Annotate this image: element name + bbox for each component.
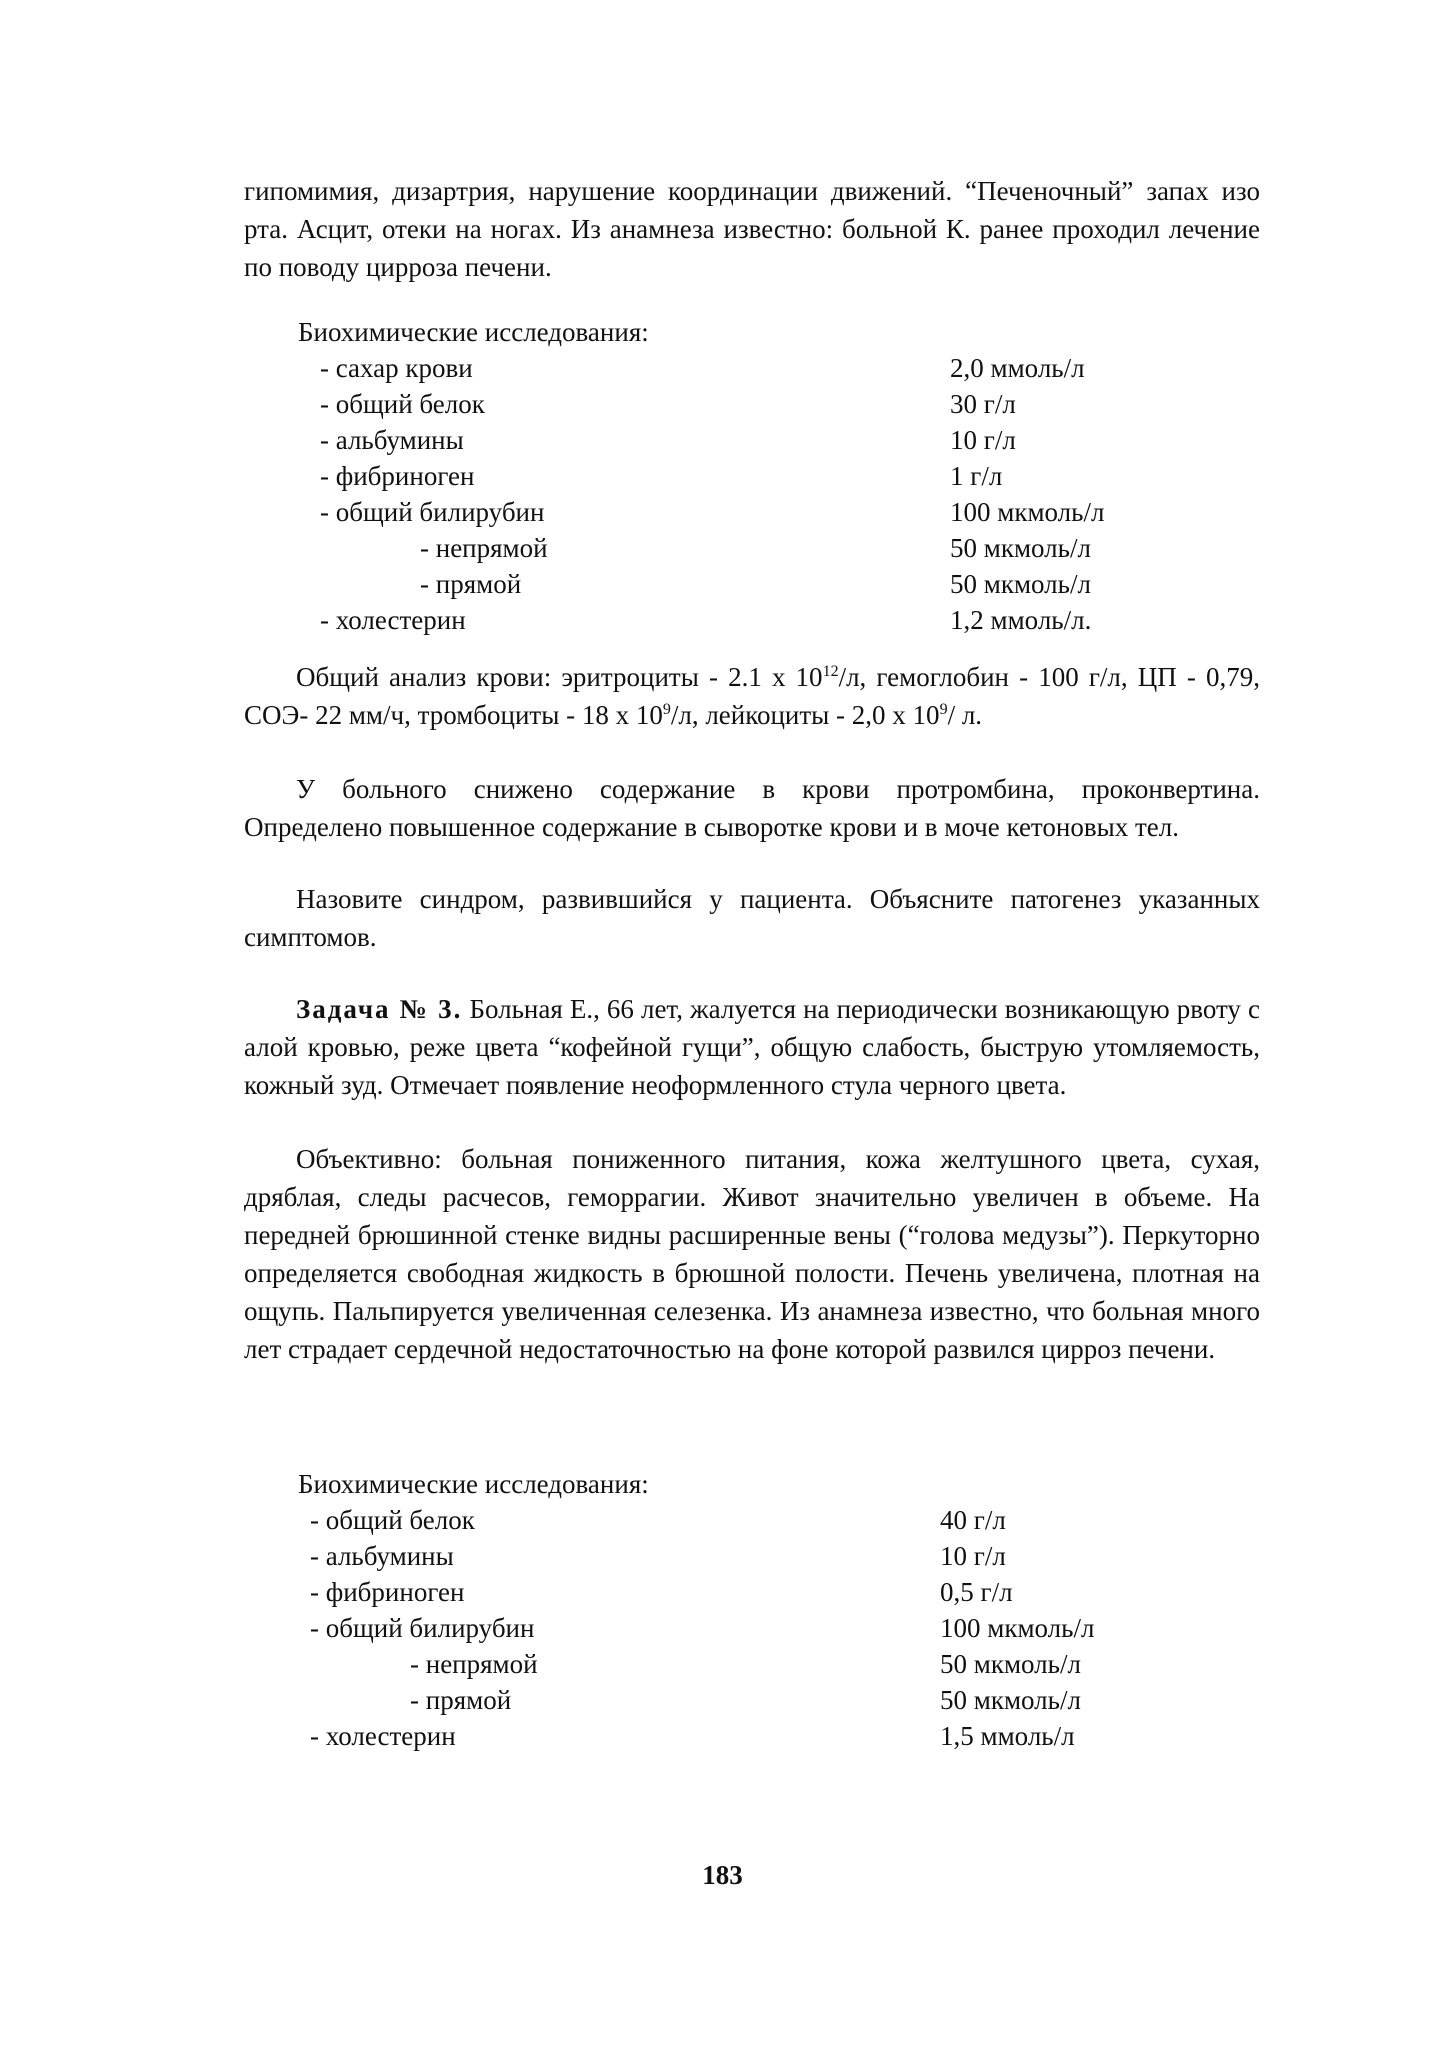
lab-row-value: 1,5 ммоль/л xyxy=(940,1721,1075,1751)
lab-row-name: - сахар крови xyxy=(320,353,473,383)
lab2-table xyxy=(310,1502,1210,1754)
lab-row-value: 100 мкмоль/л xyxy=(940,1613,1095,1643)
lab1-table xyxy=(320,350,1220,638)
lab-row xyxy=(310,1502,1210,1538)
lab-row-value: 50 мкмоль/л xyxy=(950,569,1091,599)
blood-test-text-3: /л, лейкоциты - 2,0 х 10 xyxy=(670,700,940,730)
lab-row xyxy=(310,1574,1210,1610)
page-number: 183 xyxy=(702,1860,743,1890)
lab-row xyxy=(310,1646,1210,1682)
lab-row-value: 100 мкмоль/л xyxy=(950,497,1105,527)
lab-row-name: - общий билирубин xyxy=(320,497,545,527)
lab-row xyxy=(310,1610,1210,1646)
lab-row-name: - фибриноген xyxy=(320,461,475,491)
lab-row-value: 2,0 ммоль/л xyxy=(950,353,1085,383)
lab-row-name: - холестерин xyxy=(320,605,466,635)
question-paragraph: Назовите синдром, развившийся у пациента. Объясните патогенез указанных симптомов. xyxy=(244,884,1260,952)
lab-row-value: 50 мкмоль/л xyxy=(950,533,1091,563)
prothrombin-paragraph: У больного снижено содержание в крови протромбина, проконвертина. Определено повышенное содержание в сыворотке крови и в моче кетоновых тел. xyxy=(244,774,1260,842)
blood-test-exp-2: 9 xyxy=(662,701,671,718)
lab-row-value: 50 мкмоль/л xyxy=(940,1649,1081,1679)
task3-paragraph xyxy=(244,990,1260,1104)
lab-row-name: - прямой xyxy=(420,569,522,599)
lab-row-value: 0,5 г/л xyxy=(940,1577,1013,1607)
lab-row-name: - общий белок xyxy=(310,1505,475,1535)
intro-paragraph: гипомимия, дизартрия, нарушение координации движений. “Печеночный” запах изо рта. Асцит, отеки на ногах. Из анамнеза известно: больной К. ранее проходил лечение по поводу цирроза печени. xyxy=(244,176,1260,282)
lab-row-name: - непрямой xyxy=(410,1649,538,1679)
lab-row-name: - холестерин xyxy=(310,1721,456,1751)
blood-test-text-1: Общий анализ крови: эритроциты - 2.1 х 10 xyxy=(296,662,823,692)
lab-row-name: - прямой xyxy=(410,1685,512,1715)
lab-row xyxy=(320,386,1220,422)
lab1-title: Биохимические исследования: xyxy=(298,317,649,347)
lab-row-name: - альбумины xyxy=(320,425,464,455)
blood-test-exp-1: 12 xyxy=(822,663,839,680)
lab-row-name: - альбумины xyxy=(310,1541,454,1571)
lab-row xyxy=(320,566,1220,602)
blood-test-exp-3: 9 xyxy=(939,701,948,718)
lab-row xyxy=(320,422,1220,458)
lab-row xyxy=(320,602,1220,638)
lab-row xyxy=(320,458,1220,494)
lab-row-value: 50 мкмоль/л xyxy=(940,1685,1081,1715)
lab-row-name: - общий билирубин xyxy=(310,1613,535,1643)
lab-row-value: 10 г/л xyxy=(950,425,1016,455)
lab-row xyxy=(320,530,1220,566)
blood-test-text-2: /л, гемоглобин - 100 г/л, ЦП - 0,79, СОЭ- 22 мм/ч, тромбоциты - 18 х 10 xyxy=(244,662,1260,730)
lab-row-value: 1,2 ммоль/л. xyxy=(950,605,1092,635)
blood-test-text-4: / л. xyxy=(947,700,983,730)
blood-test-paragraph xyxy=(244,658,1260,734)
lab2-title: Биохимические исследования: xyxy=(298,1469,649,1499)
lab-row-value: 40 г/л xyxy=(940,1505,1006,1535)
task3-text: Больная Е., 66 лет, жалуется на периодически возникающую рвоту с алой кровью, реже цвета “кофейной гущи”, общую слабость, быструю утомляемость, кожный зуд. Отмечает появление неоформленного стула черного цвета. xyxy=(244,994,1260,1100)
lab-row-name: - фибриноген xyxy=(310,1577,465,1607)
lab-row xyxy=(310,1682,1210,1718)
lab-row xyxy=(310,1718,1210,1754)
lab-row-value: 1 г/л xyxy=(950,461,1003,491)
task3-label: Задача № 3. xyxy=(296,994,463,1024)
lab-row xyxy=(310,1538,1210,1574)
lab-row-name: - общий белок xyxy=(320,389,485,419)
objective-paragraph: Объективно: больная пониженного питания, кожа желтушного цвета, сухая, дряблая, следы расчесов, геморрагии. Живот значительно увеличен в объеме. На передней брюшинной стенке видны расширенные вены (“голова медузы”). Перкуторно определяется свободная жидкость в брюшной полости. Печень увеличена, плотная на ощупь. Пальпируется увеличенная селезенка. Из анамнеза известно, что больная много лет страдает сердечной недостаточностью на фоне которой развился цирроз печени. xyxy=(244,1144,1260,1364)
lab-row-value: 10 г/л xyxy=(940,1541,1006,1571)
lab-row-value: 30 г/л xyxy=(950,389,1016,419)
lab-row-name: - непрямой xyxy=(420,533,548,563)
lab-row xyxy=(320,494,1220,530)
lab-row xyxy=(320,350,1220,386)
